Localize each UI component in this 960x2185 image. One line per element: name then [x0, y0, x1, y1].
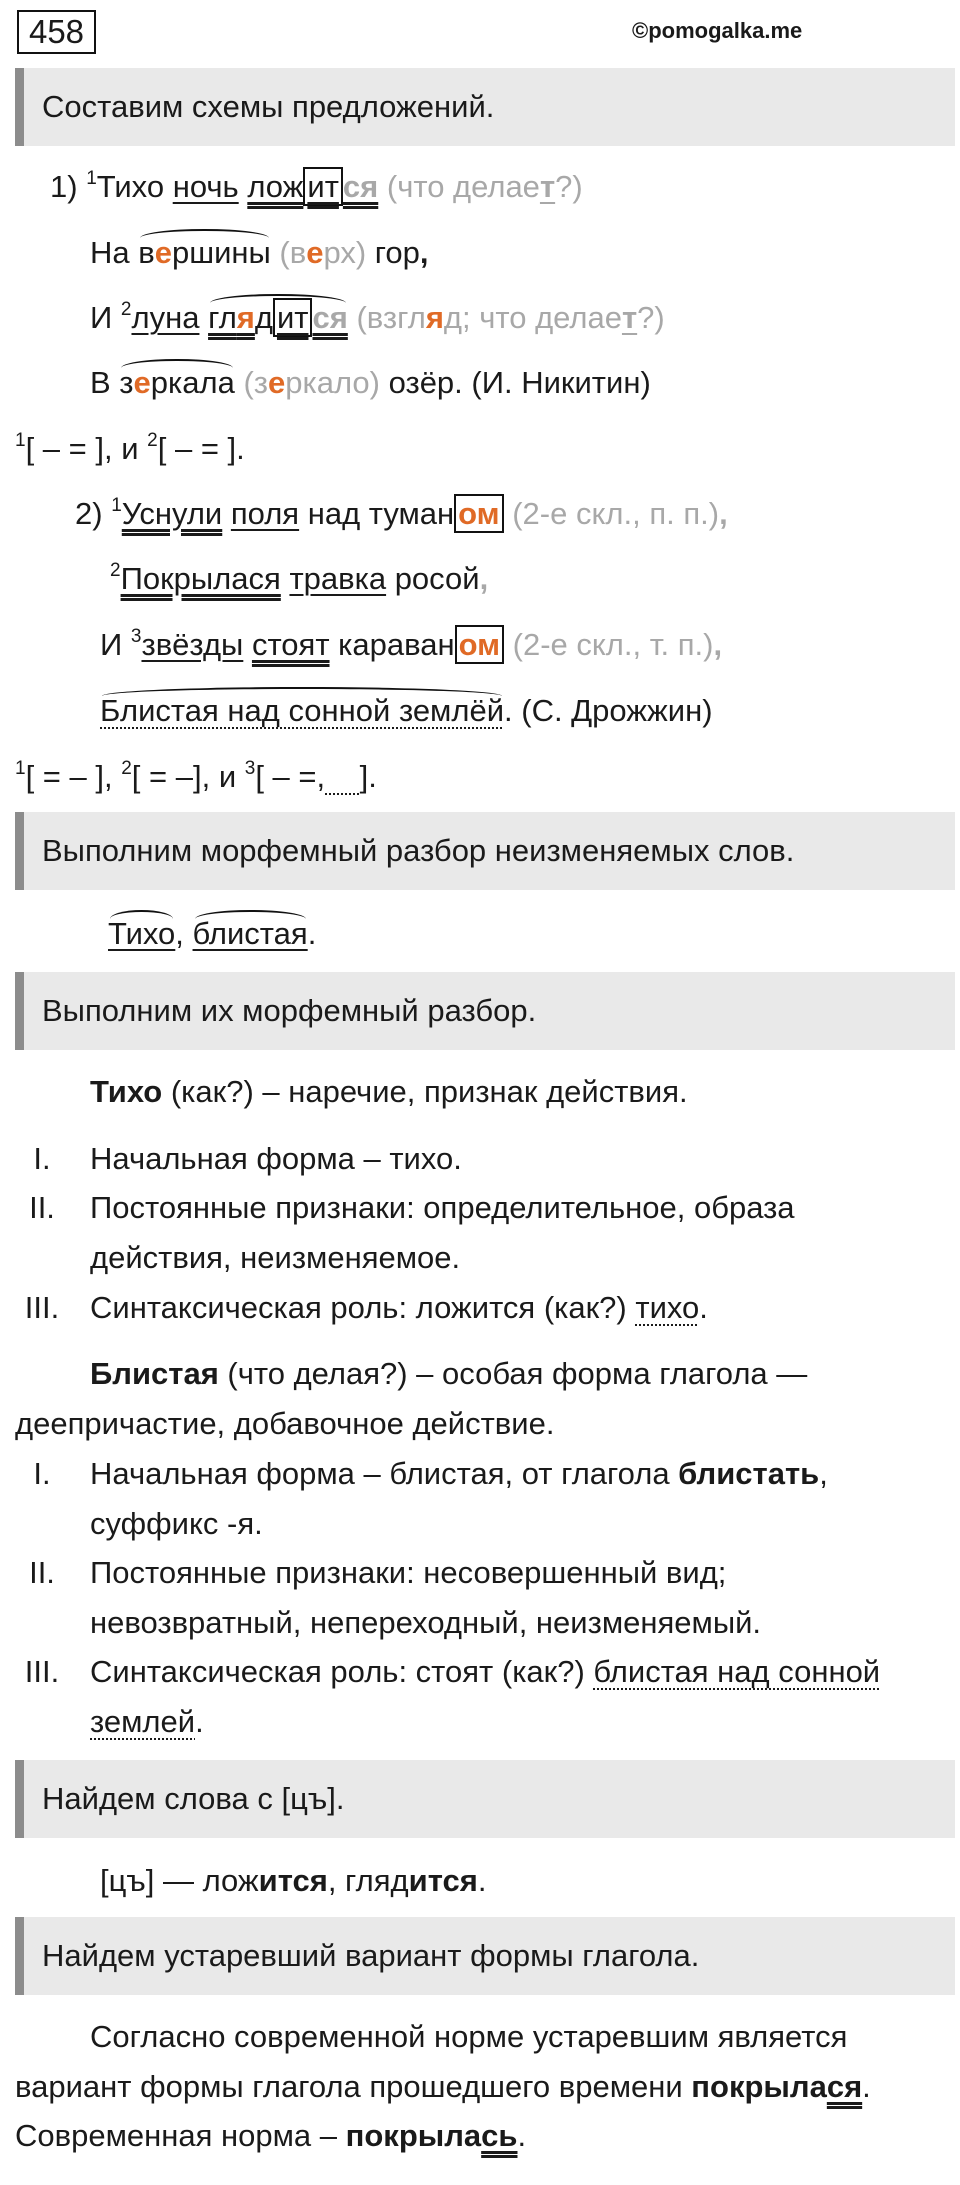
tiho-item-2: Постоянные признаки: определительное, образа — [90, 1190, 795, 1225]
blist-item-1: Начальная форма – блистая, от глагола блистать, — [90, 1456, 828, 1491]
tiho-item-3: Синтаксическая роль: ложится (как?) тихо. — [90, 1290, 708, 1325]
banner-analysis: Выполним их морфемный разбор. — [15, 972, 955, 1050]
poem1-line1: 1) $^1$Тихо ночь лож ит ся (что делает?) — [50, 168, 583, 204]
poem1-line3: И $^2$луна гляд ит ся (взгляд; что делает?) — [90, 299, 665, 335]
banner-schemes: Составим схемы предложений. — [15, 68, 955, 146]
task-number: 458 — [17, 10, 96, 54]
poem1-scheme: $^1$[ – = ], и $^2$[ – = ]. — [15, 430, 245, 466]
poem2-line2: $^2$Покрылася травка росой, — [110, 560, 489, 596]
blist-item-3b: землей. — [90, 1704, 204, 1739]
tsy-line: [цъ] — ложится, глядится. — [100, 1863, 487, 1898]
blist-item-1b: суффикс -я. — [90, 1506, 263, 1541]
poem2-line1: 2) $^1$Уснули поля над туман ом (2-е скл., п. п.), — [75, 495, 728, 531]
blist-item-2b: невозвратный, непереходный, неизменяемый. — [90, 1605, 762, 1640]
blist-item-2: Постоянные признаки: несовершенный вид; — [90, 1555, 727, 1590]
site-label: ©pomogalka.me — [632, 18, 803, 43]
blist-roman-2: II. — [29, 1555, 55, 1590]
poem1-line2: На вершины (верх) гор, — [90, 235, 429, 270]
tiho-roman-2: II. — [29, 1190, 55, 1225]
poem2-line3: И $^3$звёзды стоят караван ом (2-е скл., т. п.), — [100, 626, 723, 662]
blist-head: Блистая (что делая?) – особая форма глагола — — [90, 1356, 808, 1391]
poem2-line4: Блистая над сонной землёй. (С. Дрожжин) — [100, 693, 713, 728]
poem2-scheme: $^1$[ = – ], $^2$[ = –], и $^3$[ – =, ]. — [15, 758, 377, 794]
blist-item-3: Синтаксическая роль: стоят (как?) блистая над сонной — [90, 1654, 881, 1689]
obsolete-line2: вариант формы глагола прошедшего времени покрылася. — [15, 2069, 871, 2104]
poem1-line4: В зеркала (зеркало) озёр. (И. Никитин) — [90, 365, 651, 400]
tiho-item-2b: действия, неизменяемое. — [90, 1240, 461, 1275]
obsolete-line3: Современная норма – покрылась. — [15, 2118, 527, 2153]
tiho-head: Тихо (как?) – наречие, признак действия. — [90, 1074, 688, 1109]
banner-obsolete: Найдем устаревший вариант формы глагола. — [15, 1917, 955, 1995]
blist-roman-1: I. — [33, 1456, 51, 1491]
banner-morph: Выполним морфемный разбор неизменяемых слов. — [15, 812, 955, 890]
blist-roman-3: III. — [24, 1654, 60, 1689]
blist-head-2: деепричастие, добавочное действие. — [15, 1406, 555, 1441]
obsolete-line1: Согласно современной норме устаревшим является — [90, 2019, 848, 2054]
tiho-roman-3: III. — [24, 1290, 60, 1325]
morph-words: Тихо, блистая. — [108, 916, 317, 951]
banner-tsy: Найдем слова с [цъ]. — [15, 1760, 955, 1838]
tiho-roman-1: I. — [33, 1141, 51, 1176]
tiho-item-1: Начальная форма – тихо. — [90, 1141, 462, 1176]
